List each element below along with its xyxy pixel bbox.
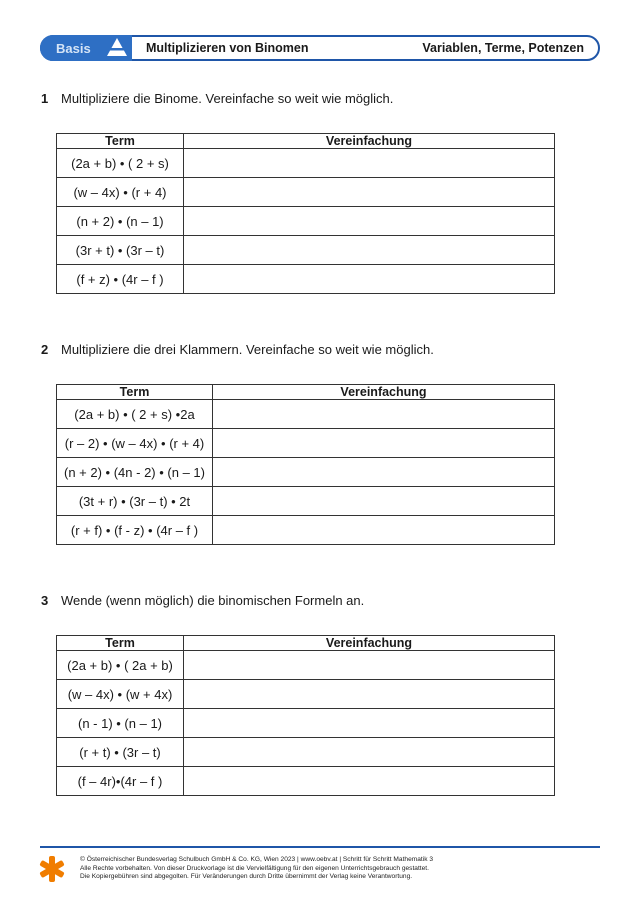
answer-cell[interactable] xyxy=(184,651,555,680)
column-header-simplification: Vereinfachung xyxy=(184,134,555,149)
term-cell: (n + 2) • (n – 1) xyxy=(57,207,184,236)
table-header-row xyxy=(57,636,555,651)
table-row xyxy=(57,429,555,458)
level-badge xyxy=(40,35,132,61)
table-header-row xyxy=(57,385,555,400)
footer-copyright xyxy=(80,856,433,882)
column-header-simplification: Vereinfachung xyxy=(213,385,555,400)
term-cell: (r + t) • (3r – t) xyxy=(57,738,184,767)
answer-cell[interactable] xyxy=(213,516,555,545)
triangle-level-icon xyxy=(106,36,128,58)
task-3-table xyxy=(56,635,555,796)
answer-cell[interactable] xyxy=(213,429,555,458)
task-3-number: 3 xyxy=(41,593,49,608)
answer-cell[interactable] xyxy=(184,207,555,236)
table-row xyxy=(57,516,555,545)
term-cell: (w – 4x) • (r + 4) xyxy=(57,178,184,207)
term-cell: (2a + b) • ( 2 + s) •2a xyxy=(57,400,213,429)
column-header-term: Term xyxy=(57,636,184,651)
term-cell: (f + z) • (4r – f ) xyxy=(57,265,184,294)
table-row xyxy=(57,738,555,767)
footer-line-2: Alle Rechte vorbehalten. Von dieser Druckvorlage ist die Vervielfältigung für den eigenen Unterrichtsgebrauch gestattet. xyxy=(80,864,429,872)
table-row xyxy=(57,651,555,680)
answer-cell[interactable] xyxy=(184,178,555,207)
publisher-logo-icon xyxy=(38,855,66,883)
table-header-row xyxy=(57,134,555,149)
term-cell: (w – 4x) • (w + 4x) xyxy=(57,680,184,709)
table-row xyxy=(57,207,555,236)
worksheet-topic: Variablen, Terme, Potenzen xyxy=(422,41,584,55)
answer-cell[interactable] xyxy=(184,738,555,767)
table-row xyxy=(57,265,555,294)
footer-line-3: Die Kopiergebühren sind abgegolten. Für Veränderungen durch Dritte übernimmt der Verlag keine Verantwortung. xyxy=(80,873,413,880)
answer-cell[interactable] xyxy=(184,236,555,265)
column-header-term: Term xyxy=(57,385,213,400)
table-row xyxy=(57,680,555,709)
answer-cell[interactable] xyxy=(184,149,555,178)
table-row xyxy=(57,178,555,207)
table-row xyxy=(57,149,555,178)
page-header xyxy=(40,35,600,61)
answer-cell[interactable] xyxy=(184,767,555,796)
table-row xyxy=(57,458,555,487)
answer-cell[interactable] xyxy=(184,709,555,738)
task-1-instruction: Multipliziere die Binome. Vereinfache so weit wie möglich. xyxy=(61,91,394,106)
table-row xyxy=(57,236,555,265)
answer-cell[interactable] xyxy=(213,487,555,516)
term-cell: (f – 4r)•(4r – f ) xyxy=(57,767,184,796)
table-row xyxy=(57,767,555,796)
term-cell: (r – 2) • (w – 4x) • (r + 4) xyxy=(57,429,213,458)
term-cell: (3t + r) • (3r – t) • 2t xyxy=(57,487,213,516)
term-cell: (2a + b) • ( 2a + b) xyxy=(57,651,184,680)
level-badge-label: Basis xyxy=(56,41,91,56)
term-cell: (3r + t) • (3r – t) xyxy=(57,236,184,265)
worksheet-title: Multiplizieren von Binomen xyxy=(146,41,309,55)
answer-cell[interactable] xyxy=(213,458,555,487)
footer-line-1: © Österreichischer Bundesverlag Schulbuch GmbH & Co. KG, Wien 2023 | www.oebv.at | Schritt für Schritt Mathematik 3 xyxy=(80,856,434,863)
answer-cell[interactable] xyxy=(184,265,555,294)
term-cell: (n - 1) • (n – 1) xyxy=(57,709,184,738)
answer-cell[interactable] xyxy=(213,400,555,429)
task-1-number: 1 xyxy=(41,91,49,106)
table-row xyxy=(57,709,555,738)
answer-cell[interactable] xyxy=(184,680,555,709)
column-header-term: Term xyxy=(57,134,184,149)
column-header-simplification: Vereinfachung xyxy=(184,636,555,651)
task-3-instruction: Wende (wenn möglich) die binomischen Formeln an. xyxy=(61,593,365,608)
task-1-table xyxy=(56,133,555,294)
table-row xyxy=(57,400,555,429)
footer-divider xyxy=(40,846,600,848)
table-row xyxy=(57,487,555,516)
term-cell: (n + 2) • (4n - 2) • (n – 1) xyxy=(57,458,213,487)
term-cell: (r + f) • (f - z) • (4r – f ) xyxy=(57,516,213,545)
term-cell: (2a + b) • ( 2 + s) xyxy=(57,149,184,178)
task-2-table xyxy=(56,384,555,545)
task-2-number: 2 xyxy=(41,342,49,357)
task-2-instruction: Multipliziere die drei Klammern. Vereinfache so weit wie möglich. xyxy=(61,342,434,357)
